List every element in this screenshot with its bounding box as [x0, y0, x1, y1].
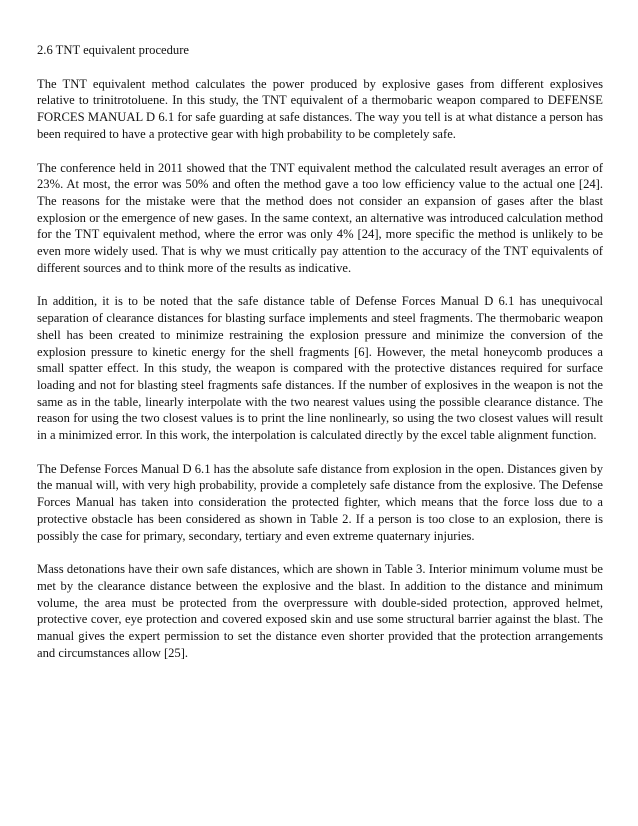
paragraph-tnt-method: The TNT equivalent method calculates the power produced by explosive gases from different explosives relative to trinitrotoluene. In this study, the TNT equivalent of a thermobaric weapon compared to DEFENSE FORCES MANUAL D 6.1 for safe guarding at safe distances. The way you tell is at what distance a person has been required to have a protective gear with high probability to be completely safe.: [37, 76, 603, 141]
paragraph-mass-detonations: Mass detonations have their own safe distances, which are shown in Table 3. Interior minimum volume must be met by the clearance distance between the explosive and the blast. In addition to the distance and minimum volume, the area must be protected from the overpressure with double-sided protection, approved helmet, protective cover, eye protection and covered exposed skin and use some structural barrier against the blast. The manual gives the expert permission to set the distance even shorter provided that the protection arrangements and circumstances allow [25].: [37, 562, 603, 660]
section-heading: 2.6 TNT equivalent procedure: [37, 43, 190, 57]
paragraph-conference-2011: The conference held in 2011 showed that the TNT equivalent method the calculated result averages an error of 23%. At most, the error was 50% and often the method gave a too low efficiency value to the actual one [24]. The reasons for the mistake were that the method does not consider an expansion of gases after the blast explosion or the emergence of new gases. In the same context, an alternative was introduced calculation method for the TNT equivalent method, where the error was only 4% [24], more specific the method is unlikely to be even more widely used. That is why we must critically pay attention to the accuracy of the TNT equivalents of different sources and to think more of the results as indicative.: [37, 160, 603, 275]
paragraph-defense-forces-manual: The Defense Forces Manual D 6.1 has the absolute safe distance from explosion in the open. Distances given by the manual will, with very high probability, provide a completely safe distance from the explosive. The Defense Forces Manual has taken into consideration the protected fighter, which means that the force loss due to a protective obstacle has been considered as shown in Table 2. If a person is too close to an explosion, there is possibly the case for primary, secondary, tertiary and even extreme quaternary injuries.: [37, 461, 603, 543]
paragraph-safe-distance-table: In addition, it is to be noted that the safe distance table of Defense Forces Manual D 6.1 has unequivocal separation of clearance distances for blasting surface implements and steel fragments. The thermobaric weapon shell has been created to minimize restraining the explosion pressure and minimize the conversion of the explosion pressure to kinetic energy for the shell fragments [6]. However, the metal honeycomb produces a small spatter effect. In this study, the weapon is compared with the protective distances required for surface loading and not for blasting steel fragments safe distances. If the number of explosives in the weapon is not the same as in the table, linearly interpolate with the two nearest values using the possible clearance distance. The reason for using the two closest values is to print the line nonlinearly, so using the two closest values will result in a minimized error. In this work, the interpolation is calculated directly by the excel table alignment function.: [37, 294, 603, 443]
document-page: [37, 42, 603, 679]
